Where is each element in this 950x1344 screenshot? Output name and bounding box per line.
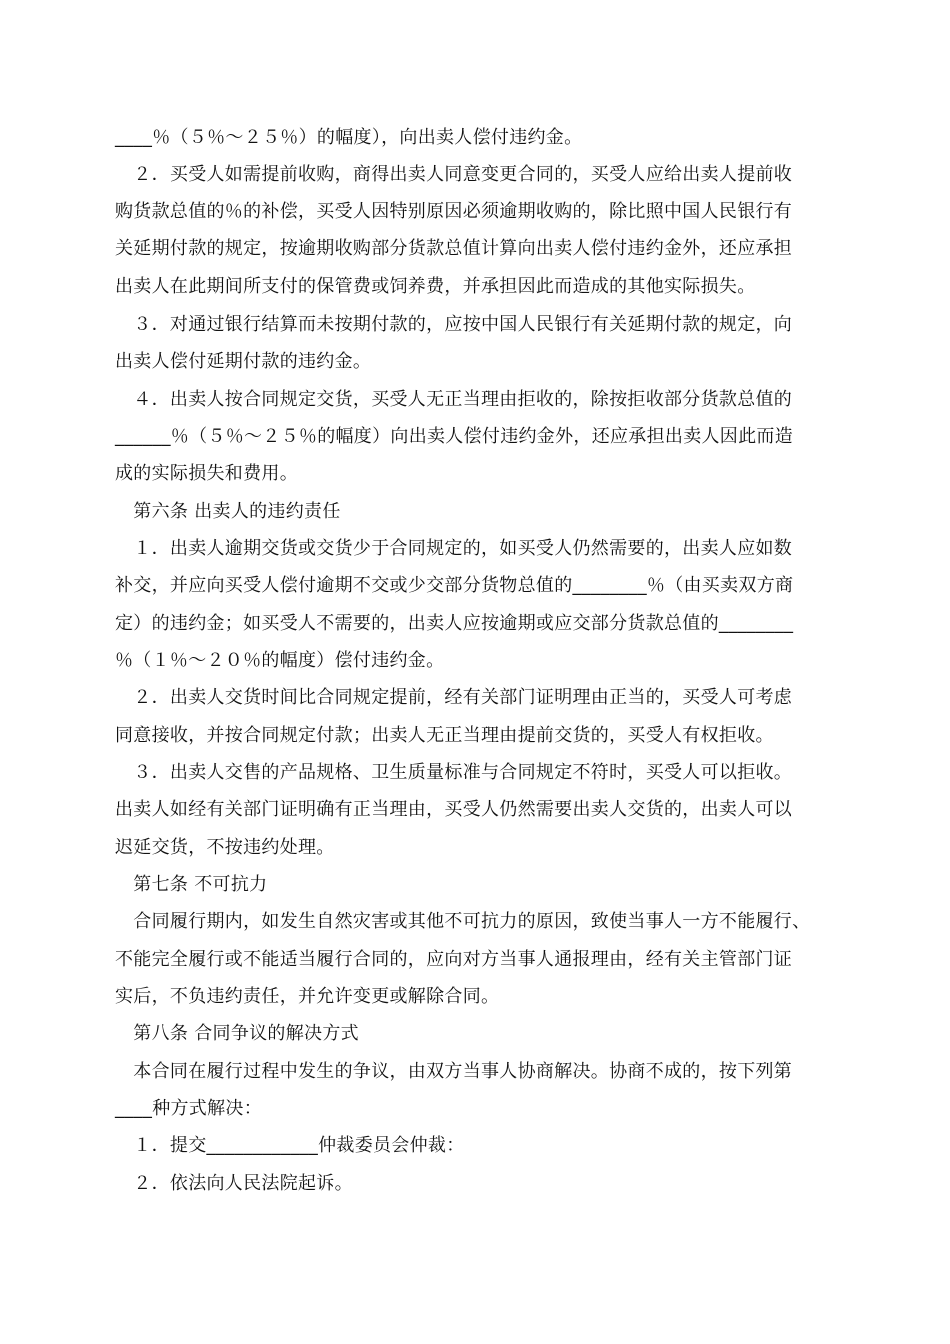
text-line: 成的实际损失和费用。	[115, 463, 298, 484]
text-line: 本合同在履行过程中发生的争议，由双方当事人协商解决。协商不成的，按下列第	[115, 1061, 793, 1082]
text-line: ３．出卖人交售的产品规格、卫生质量标准与合同规定不符时，买受人可以拒收。	[115, 762, 793, 783]
text-line: 实后，不负违约责任，并允许变更或解除合同。	[115, 986, 500, 1007]
text-line: 出卖人在此期间所支付的保管费或饲养费，并承担因此而造成的其他实际损失。	[115, 276, 756, 297]
text-line: １．出卖人逾期交货或交货少于合同规定的，如买受人仍然需要的，出卖人应如数	[115, 538, 793, 559]
text-line: 补交，并应向买受人偿付逾期不交或少交部分货物总值的________％（由买卖双方商	[115, 575, 794, 596]
text-line: 关延期付款的规定，按逾期收购部分货款总值计算向出卖人偿付违约金外，还应承担	[115, 238, 793, 259]
text-line: 购货款总值的％的补偿，买受人因特别原因必须逾期收购的，除比照中国人民银行有	[115, 201, 793, 222]
text-line: ____％（５％～２５％）的幅度），向出卖人偿付违约金。	[115, 127, 583, 148]
text-line: ______％（５％～２５％的幅度）向出卖人偿付违约金外，还应承担出卖人因此而造	[115, 426, 793, 447]
text-line: ２．出卖人交货时间比合同规定提前，经有关部门证明理由正当的，买受人可考虑	[115, 687, 793, 708]
text-line: ４．出卖人按合同规定交货，买受人无正当理由拒收的，除按拒收部分货款总值的	[115, 389, 793, 410]
text-line: 出卖人偿付延期付款的违约金。	[115, 351, 372, 372]
text-line: 出卖人如经有关部门证明确有正当理由，买受人仍然需要出卖人交货的，出卖人可以	[115, 799, 793, 820]
section-heading: 第八条 合同争议的解决方式	[115, 1023, 359, 1044]
text-line: 不能完全履行或不能适当履行合同的，应向对方当事人通报理由，经有关主管部门证	[115, 949, 793, 970]
section-heading: 第六条 出卖人的违约责任	[115, 501, 341, 522]
text-line: ３．对通过银行结算而未按期付款的，应按中国人民银行有关延期付款的规定，向	[115, 314, 793, 335]
text-line: 定）的违约金；如买受人不需要的，出卖人应按逾期或应交部分货款总值的________	[115, 613, 794, 634]
text-line: ２．依法向人民法院起诉。	[115, 1173, 353, 1194]
text-line: ％（１％～２０％的幅度）偿付违约金。	[115, 650, 445, 671]
text-line: ２．买受人如需提前收购，商得出卖人同意变更合同的，买受人应给出卖人提前收	[115, 164, 793, 185]
text-line: 迟延交货，不按违约处理。	[115, 837, 335, 858]
text-line: 同意接收，并按合同规定付款；出卖人无正当理由提前交货的，买受人有权拒收。	[115, 725, 774, 746]
text-line: １．提交____________仲裁委员会仲裁：	[115, 1135, 465, 1156]
text-line: ____种方式解决：	[115, 1098, 262, 1119]
text-line: 合同履行期内，如发生自然灾害或其他不可抗力的原因，致使当事人一方不能履行、	[115, 911, 811, 932]
section-heading: 第七条 不可抗力	[115, 874, 268, 895]
